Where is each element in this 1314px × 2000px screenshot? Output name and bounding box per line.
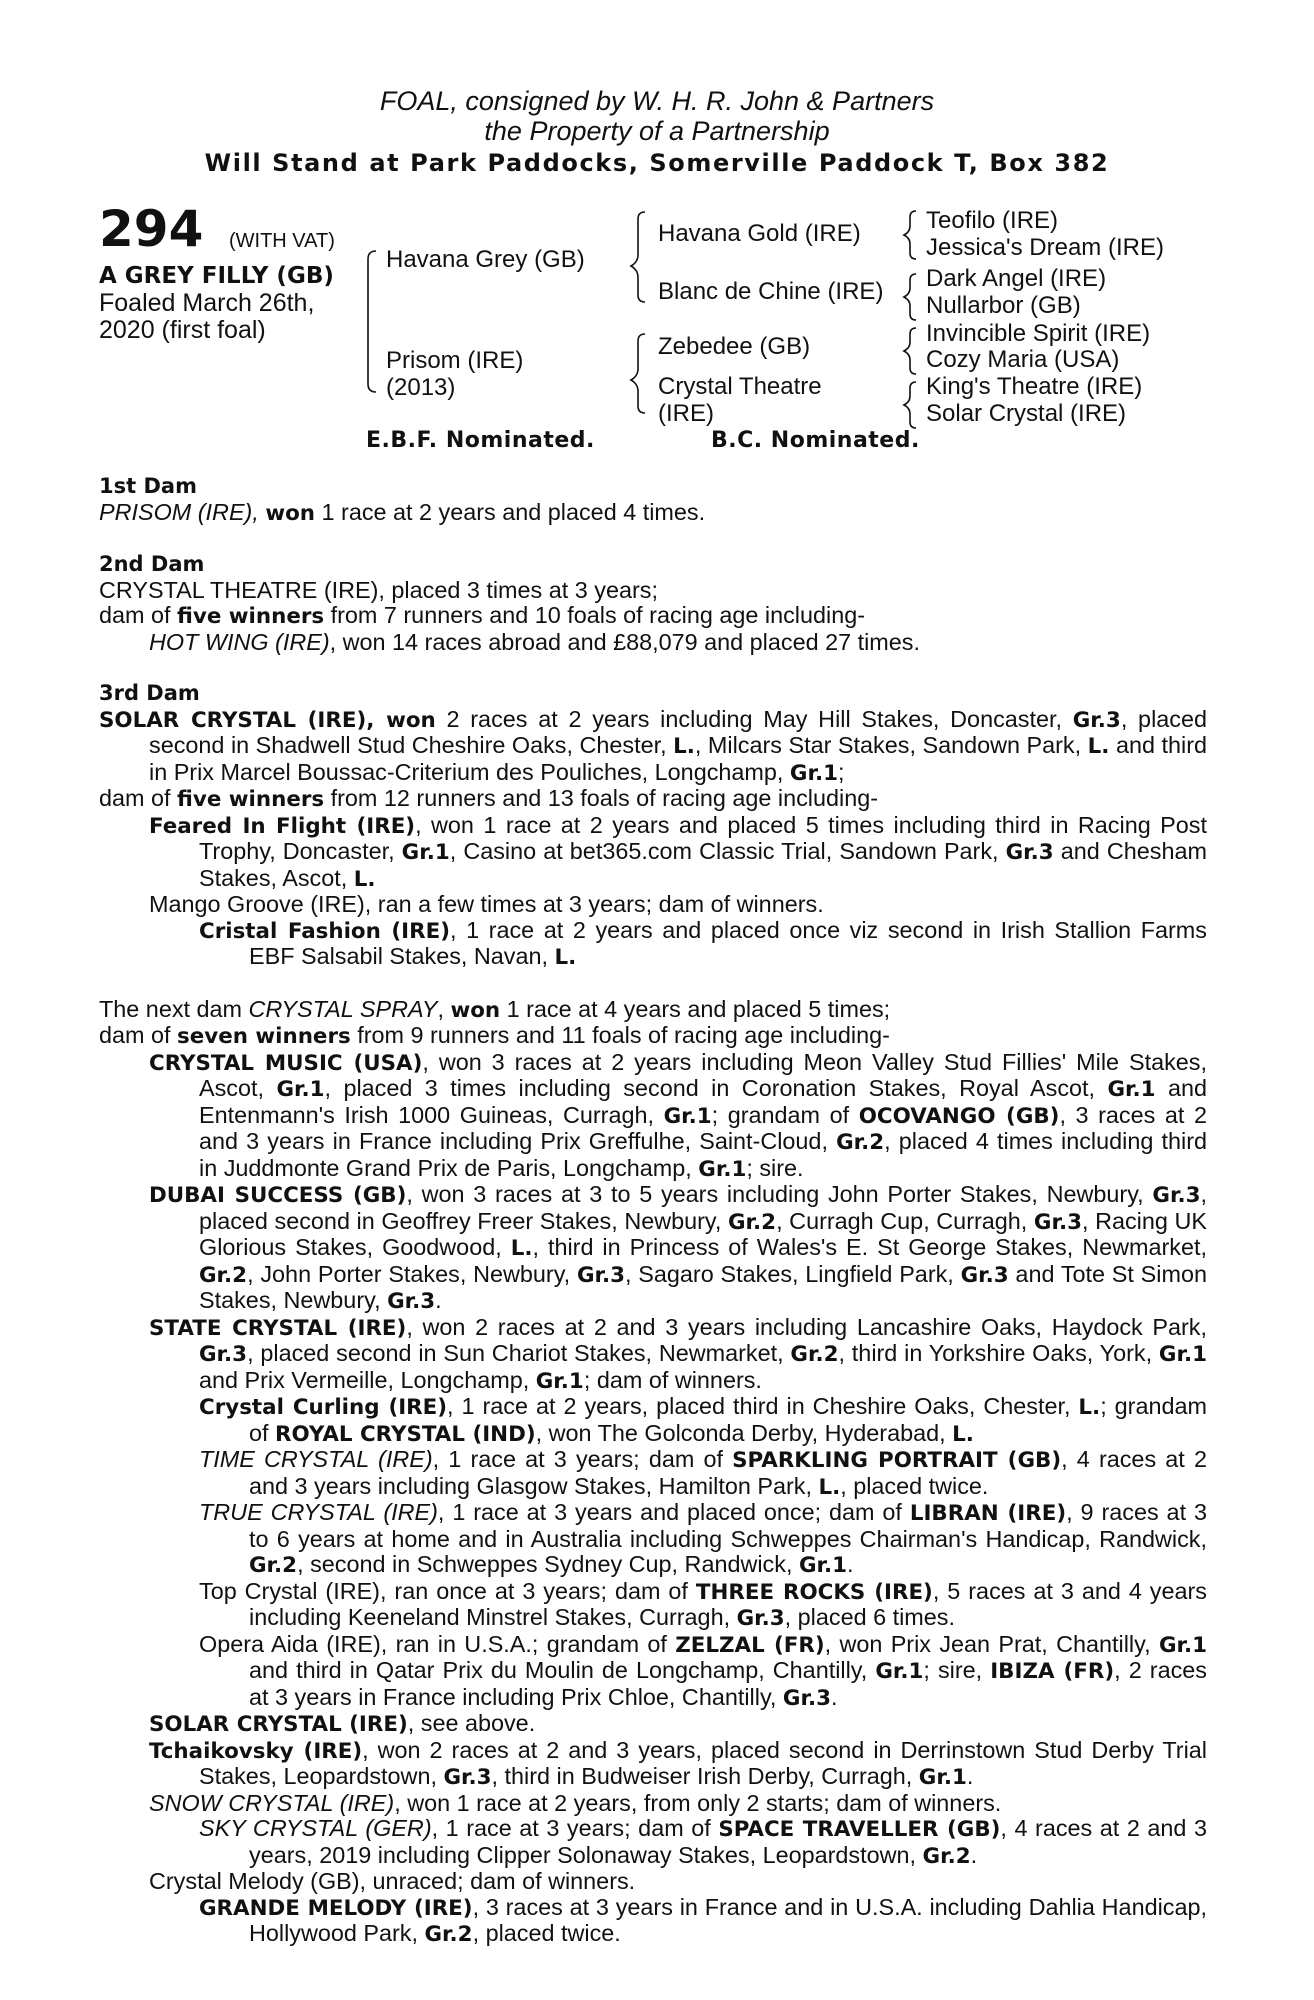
horse-name: Feared In Flight (IRE) — [149, 813, 416, 839]
location-line: Will Stand at Park Paddocks, Somerville Paddock T, Box 382 — [204, 149, 1110, 177]
dam-dam-suffix: (IRE) — [658, 400, 714, 427]
text: , 9 races at 3 to 6 years at home and in Australia including Schweppes Chairman's Handicap, Randwick, — [249, 1499, 1207, 1552]
winners-count: five winners — [177, 787, 325, 812]
produce-entry — [99, 1315, 1207, 1395]
dam-sire-dam: Cozy Maria (USA) — [926, 346, 1120, 373]
text: . — [830, 1683, 838, 1710]
text: Opera Aida (IRE), ran in U.S.A.; grandam of — [199, 1630, 676, 1657]
grade: L. — [952, 1421, 974, 1447]
produce-entry — [99, 1050, 1207, 1183]
grade: Gr.3 — [1152, 1183, 1201, 1208]
text: and third in Prix Marcel Boussac-Criterium des Pouliches, Longchamp, — [149, 732, 1207, 785]
text: , won The Golconda Derby, Hyderabad, — [535, 1419, 953, 1446]
grade: Gr.3 — [387, 1289, 436, 1314]
text: , see above. — [407, 1710, 536, 1736]
text: ; sire, — [923, 1657, 991, 1683]
grade: L. — [1078, 1395, 1101, 1420]
third-dam-heading: 3rd Dam — [99, 681, 200, 705]
grade: Gr.2 — [836, 1130, 885, 1155]
text: Top Crystal (IRE), ran once at 3 years; dam of — [199, 1577, 696, 1604]
first-dam-heading: 1st Dam — [99, 474, 197, 498]
grade: Gr.1 — [875, 1659, 924, 1684]
grade: Gr.1 — [663, 1103, 712, 1129]
horse-name: Cristal Fashion (IRE) — [199, 918, 450, 944]
won-label: won — [265, 500, 316, 526]
winners-count: five winners — [177, 604, 325, 629]
horse-name: Crystal Curling (IRE) — [199, 1395, 448, 1420]
horse-name: SKY CRYSTAL (GER) — [199, 1815, 432, 1841]
text: , placed 4 times including third in Juddmonte Grand Prix de Paris, Longchamp, — [199, 1128, 1207, 1181]
horse-name: TIME CRYSTAL (IRE) — [199, 1446, 433, 1472]
horse-name: IBIZA (FR) — [990, 1659, 1115, 1684]
produce-entry — [99, 1182, 1207, 1315]
won-label: , won — [366, 707, 436, 733]
grade: L. — [510, 1236, 533, 1261]
horse-name: SNOW CRYSTAL (IRE) — [149, 1789, 395, 1816]
horse-name: STATE CRYSTAL (IRE) — [149, 1315, 407, 1341]
produce-entry — [99, 918, 1207, 971]
dam-dam-dam: Solar Crystal (IRE) — [926, 400, 1127, 427]
text: , won 1 race at 2 years, from only 2 starts; dam of winners. — [394, 1789, 1002, 1816]
text: , John Porter Stakes, Newbury, — [247, 1260, 577, 1287]
horse-name: TRUE CRYSTAL (IRE) — [199, 1499, 438, 1525]
grade: Gr.3 — [782, 1685, 831, 1711]
sire-dam-dam: Nullarbor (GB) — [926, 292, 1081, 319]
grade: Gr.2 — [249, 1553, 298, 1578]
grade: L. — [554, 945, 577, 970]
grade: Gr.3 — [960, 1262, 1009, 1288]
lot-foaled: Foaled March 26th, 2020 (first foal) — [99, 289, 315, 344]
text: ; grandam of — [711, 1101, 859, 1128]
horse-name: SOLAR CRYSTAL (IRE) — [149, 1712, 408, 1737]
second-dam-heading: 2nd Dam — [99, 552, 205, 576]
sire-dam-sire: Dark Angel (IRE) — [926, 265, 1107, 292]
text: and Prix Vermeille, Longchamp, — [199, 1366, 536, 1393]
grade: Gr.3 — [1072, 707, 1121, 733]
text: , placed second in Shadwell Stud Cheshire Oaks, Chester, — [149, 705, 1207, 758]
next-dam-produce — [99, 1023, 1207, 1050]
ebf-nominated: E.B.F. Nominated. — [366, 428, 595, 453]
grade: Gr.1 — [798, 1553, 848, 1578]
text: . — [970, 1841, 978, 1868]
grade: Gr.2 — [199, 1262, 248, 1288]
text: , second in Schweppes Sydney Cup, Randwick, — [297, 1551, 799, 1577]
text: , placed 3 times including second in Coronation Stakes, Royal Ascot, — [324, 1075, 1108, 1101]
text: , placed twice. — [840, 1472, 989, 1499]
produce-entry — [99, 1738, 1207, 1791]
text: from 12 runners and 13 foals of racing age including- — [324, 785, 879, 811]
grade: Gr.3 — [1033, 1209, 1082, 1235]
grade: Gr.2 — [424, 1922, 473, 1947]
produce-entry — [99, 630, 1207, 656]
text: , placed 6 times. — [784, 1604, 955, 1630]
grade: Gr.1 — [1107, 1077, 1156, 1102]
spacer — [99, 655, 1207, 681]
text: , 5 races at 3 and 4 years including Keeneland Minstrel Stakes, Curragh, — [249, 1577, 1208, 1630]
grade: Gr.2 — [728, 1209, 777, 1235]
dam-dam-sire: King's Theatre (IRE) — [926, 373, 1143, 400]
produce-entry — [99, 1895, 1207, 1948]
grade: Gr.3 — [736, 1606, 785, 1631]
text: The next dam — [99, 995, 249, 1022]
text: . — [847, 1551, 854, 1577]
next-dam-record — [99, 997, 1207, 1024]
horse-name: CRYSTAL MUSIC (USA) — [149, 1050, 423, 1076]
text: , 3 races at 2 and 3 years in France including Prix Greffulhe, Saint-Cloud, — [199, 1101, 1208, 1154]
text: , third in Princess of Wales's E. St George Stakes, Newmarket, — [532, 1234, 1207, 1260]
grade: L. — [673, 734, 695, 759]
text: from 7 runners and 10 foals of racing age including- — [324, 602, 866, 628]
grade: Gr.1 — [1158, 1632, 1208, 1658]
horse-name: SOLAR CRYSTAL (IRE) — [99, 707, 367, 733]
produce-entry — [99, 1711, 1207, 1738]
grade: Gr.1 — [918, 1765, 967, 1790]
second-dam-line: CRYSTAL THEATRE (IRE), placed 3 times at 3 years; — [99, 576, 658, 603]
text: , 1 race at 3 years and placed once; dam of — [437, 1499, 910, 1525]
text: dam of — [99, 1022, 178, 1048]
text: , placed second in Sun Chariot Stakes, Newmarket, — [247, 1340, 791, 1366]
text: , placed twice. — [472, 1920, 621, 1946]
text: , 4 races at 2 and 3 years including Glasgow Stakes, Hamilton Park, — [249, 1446, 1207, 1499]
sire-name: Havana Grey (GB) — [386, 246, 585, 273]
text: ; dam of winners. — [583, 1366, 762, 1393]
text: , 1 race at 2 years and placed once viz second in Irish Stallion Farms EBF Salsabil Stakes, Navan, — [249, 916, 1207, 969]
text: , placed second in Geoffrey Freer Stakes, Newbury, — [199, 1181, 1207, 1234]
text: , 1 race at 3 years; dam of — [431, 1815, 719, 1841]
property-line: the Property of a Partnership — [484, 116, 830, 146]
vat-note: (WITH VAT) — [229, 230, 335, 252]
consignor-line: FOAL, consigned by W. H. R. John & Partners — [379, 86, 935, 116]
text: , Racing UK Glorious Stakes, Goodwood, — [199, 1207, 1207, 1260]
first-dam-text — [99, 500, 1207, 527]
text: , won 1 race at 2 years and placed 5 times including third in Racing Post Trophy, Doncaster, — [199, 811, 1207, 864]
text: and Tote St Simon Stakes, Newbury, — [199, 1260, 1207, 1313]
second-dam-produce — [99, 603, 1207, 630]
produce-entry — [99, 813, 1207, 893]
text: , won 3 races at 2 years including Meon Valley Stud Fillies' Mile Stakes, Ascot, — [199, 1048, 1207, 1101]
horse-name: ROYAL CRYSTAL (IND) — [275, 1421, 536, 1447]
grade: L. — [1087, 734, 1110, 759]
grade: Gr.1 — [276, 1077, 325, 1102]
text: , Casino at bet365.com Classic Trial, Sandown Park, — [449, 838, 1006, 864]
text: from 9 runners and 11 foals of racing age including- — [350, 1022, 890, 1048]
text: and Entenmann's Irish 1000 Guineas, Curragh, — [199, 1075, 1208, 1128]
text: , 1 race at 2 years, placed third in Cheshire Oaks, Chester, — [447, 1393, 1079, 1419]
dam-name: Prisom (IRE) — [386, 347, 524, 374]
grade: L. — [818, 1474, 841, 1500]
dam-dam: Crystal Theatre — [658, 373, 822, 400]
sire-sire: Havana Gold (IRE) — [658, 220, 861, 247]
text: . — [435, 1287, 442, 1313]
text: 2 races at 2 years including May Hill Stakes, Doncaster, — [435, 705, 1073, 732]
text: . — [966, 1763, 974, 1789]
text: , third in Yorkshire Oaks, York, — [838, 1340, 1159, 1366]
horse-name: SPACE TRAVELLER (GB) — [718, 1817, 1001, 1842]
produce-entry — [99, 1394, 1207, 1447]
winners-count: seven winners — [177, 1024, 351, 1049]
horse-name: DUBAI SUCCESS (GB) — [149, 1183, 407, 1208]
dam-year: (2013) — [386, 374, 456, 401]
produce-entry — [99, 1632, 1207, 1712]
grade: Gr.1 — [698, 1156, 747, 1182]
text: , won Prix Jean Prat, Chantilly, — [824, 1630, 1159, 1657]
horse-name: GRANDE MELODY (IRE) — [199, 1895, 473, 1921]
grade: Gr.3 — [443, 1765, 492, 1790]
text: , — [437, 995, 451, 1022]
produce-entry — [99, 1791, 1207, 1817]
text: , won 2 races at 2 and 3 years including Lancashire Oaks, Haydock Park, — [406, 1313, 1208, 1340]
grade: Gr.1 — [401, 840, 450, 865]
sire-dam: Blanc de Chine (IRE) — [658, 278, 884, 305]
lot-sex-colour: A GREY FILLY (GB) — [99, 263, 334, 289]
grade: Gr.3 — [1005, 840, 1054, 865]
text: , 1 race at 3 years; dam of — [432, 1446, 733, 1472]
lot-number: 294 — [99, 200, 204, 258]
horse-name: LIBRAN (IRE) — [909, 1501, 1067, 1526]
text: , won 3 races at 3 to 5 years including John Porter Stakes, Newbury, — [406, 1181, 1153, 1207]
third-dam-record — [99, 707, 1207, 787]
grade: Gr.1 — [535, 1368, 584, 1394]
text: and third in Qatar Prix du Moulin de Longchamp, Chantilly, — [249, 1657, 876, 1683]
first-dam-record: 1 race at 2 years and placed 4 times. — [315, 498, 706, 525]
horse-name: THREE ROCKS (IRE) — [695, 1579, 933, 1605]
first-dam-name: PRISOM (IRE), — [99, 498, 259, 525]
horse-name: CRYSTAL SPRAY — [248, 995, 438, 1022]
won-label: won — [450, 997, 501, 1023]
text: , Milcars Star Stakes, Sandown Park, — [694, 732, 1088, 758]
text: , 2 races at 3 years in France including Prix Chloe, Chantilly, — [249, 1657, 1207, 1710]
text: , won 2 races at 2 and 3 years, placed second in Derrinstown Stud Derby Trial Stakes, Leopardstown, — [199, 1736, 1207, 1789]
dam-sire: Zebedee (GB) — [658, 333, 811, 360]
produce-entry — [99, 1447, 1207, 1500]
text: ; sire. — [746, 1154, 804, 1181]
spacer — [99, 526, 1207, 552]
grade: Gr.1 — [1158, 1342, 1207, 1367]
text: , 3 races at 3 years in France and in U.S.A. including Dahlia Handicap, Hollywood Park, — [249, 1893, 1207, 1946]
grade: Gr.3 — [576, 1262, 626, 1288]
text: and Chesham Stakes, Ascot, — [199, 838, 1207, 891]
dam-sire-sire: Invincible Spirit (IRE) — [926, 320, 1151, 347]
text: , won 14 races abroad and £88,079 and placed 27 times. — [329, 628, 920, 655]
horse-name: SPARKLING PORTRAIT (GB) — [732, 1448, 1062, 1473]
text: , Curragh Cup, Curragh, — [776, 1207, 1034, 1234]
produce-entry — [99, 1500, 1207, 1579]
text: dam of — [99, 785, 178, 811]
grade: L. — [353, 866, 376, 892]
horse-name: HOT WING (IRE) — [149, 628, 330, 655]
text: 1 race at 4 years and placed 5 times; — [500, 995, 891, 1022]
bc-nominated: B.C. Nominated. — [711, 428, 920, 453]
produce-entry: Crystal Melody (GB), unraced; dam of winners. — [149, 1868, 636, 1894]
horse-name: OCOVANGO (GB) — [858, 1103, 1060, 1129]
text: , 4 races at 2 and 3 years, 2019 including Clipper Solonaway Stakes, Leopardstown, — [249, 1815, 1207, 1868]
horse-name: Tchaikovsky (IRE) — [149, 1738, 363, 1764]
spacer — [99, 971, 1207, 997]
grade: Gr.2 — [922, 1843, 971, 1869]
text: ; grandam of — [249, 1393, 1207, 1446]
text: , Sagaro Stakes, Lingfield Park, — [625, 1260, 961, 1287]
grade: Gr.2 — [790, 1342, 839, 1367]
grade: Gr.1 — [789, 760, 838, 786]
text: dam of — [99, 602, 178, 628]
produce-entry — [99, 1816, 1207, 1869]
grade: Gr.3 — [199, 1342, 248, 1367]
produce-entry: Mango Groove (IRE), ran a few times at 3 years; dam of winners. — [149, 891, 824, 917]
third-dam-produce — [99, 786, 1207, 813]
sire-sire-dam: Jessica's Dream (IRE) — [926, 234, 1164, 261]
text: , third in Budweiser Irish Derby, Curragh, — [491, 1763, 919, 1789]
sire-sire-sire: Teofilo (IRE) — [926, 207, 1059, 234]
catalogue-body — [99, 474, 1207, 1948]
text: ; — [837, 758, 845, 785]
horse-name: ZELZAL (FR) — [675, 1632, 825, 1658]
produce-entry — [99, 1579, 1207, 1632]
